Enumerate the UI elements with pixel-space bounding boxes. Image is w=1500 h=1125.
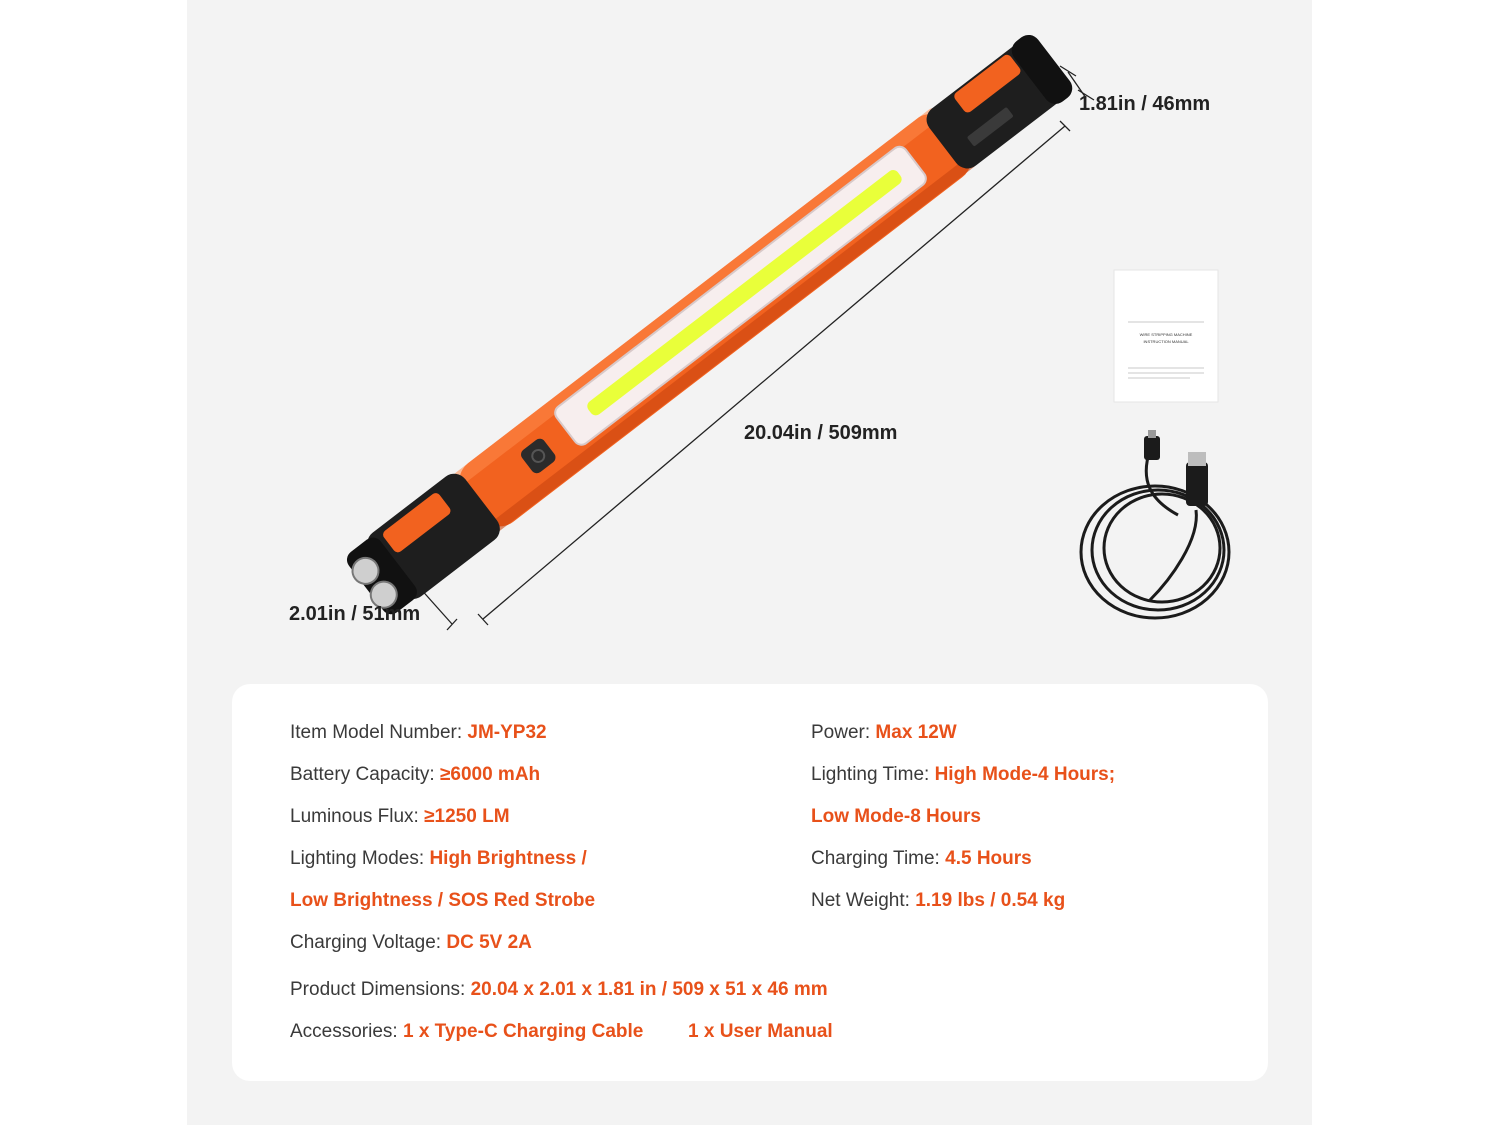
spec-dimensions bbox=[290, 979, 828, 1001]
head-width-label: 1.81in / 46mm bbox=[1079, 93, 1211, 115]
spec-voltage bbox=[290, 932, 532, 954]
spec-flux bbox=[290, 806, 510, 828]
spec-value: 4.5 Hours bbox=[945, 848, 1032, 869]
spec-value: JM-YP32 bbox=[467, 722, 547, 743]
spec-value: DC 5V 2A bbox=[446, 932, 532, 953]
spec-label: Battery Capacity: bbox=[290, 764, 435, 785]
spec-label: Lighting Time: bbox=[811, 764, 930, 785]
spec-label: Net Weight: bbox=[811, 890, 910, 911]
spec-value: High Mode-4 Hours; bbox=[934, 764, 1116, 785]
spec-label: Charging Voltage: bbox=[290, 932, 442, 953]
spec-model bbox=[290, 722, 547, 744]
spec-lighting-time-continued: Low Mode-8 Hours bbox=[811, 806, 981, 827]
spec-value-cable: 1 x Type-C Charging Cable bbox=[402, 1021, 644, 1042]
spec-weight bbox=[811, 890, 1065, 912]
spec-label: Lighting Modes: bbox=[290, 848, 425, 869]
spec-value: ≥6000 mAh bbox=[439, 764, 541, 785]
spec-battery bbox=[290, 764, 540, 786]
spec-value-manual: 1 x User Manual bbox=[688, 1021, 833, 1042]
manual-title-line2: INSTRUCTION MANUAL bbox=[1143, 339, 1189, 344]
spec-label: Item Model Number: bbox=[290, 722, 463, 743]
cob-led-strip bbox=[585, 168, 904, 418]
spec-accessories bbox=[290, 1021, 643, 1043]
spec-value: ≥1250 LM bbox=[424, 806, 510, 827]
spec-value: High Brightness / bbox=[429, 848, 587, 869]
base-width-label: 2.01in / 51mm bbox=[289, 603, 421, 625]
spec-lighting-time bbox=[811, 764, 1115, 786]
spec-charging-time bbox=[811, 848, 1032, 870]
user-manual bbox=[1114, 270, 1218, 402]
spec-label: Charging Time: bbox=[811, 848, 940, 869]
spec-label: Product Dimensions: bbox=[290, 979, 466, 1000]
spec-value: Max 12W bbox=[875, 722, 957, 743]
spec-power bbox=[811, 722, 957, 744]
spec-value: 1.19 lbs / 0.54 kg bbox=[915, 890, 1066, 911]
manual-title-line1: WIRE STRIPPING MACHINE bbox=[1139, 332, 1193, 337]
spec-value: 20.04 x 2.01 x 1.81 in / 509 x 51 x 46 mm bbox=[470, 979, 828, 1000]
spec-label: Luminous Flux: bbox=[290, 806, 419, 827]
spec-label: Accessories: bbox=[290, 1021, 398, 1042]
spec-modes-continued: Low Brightness / SOS Red Strobe bbox=[290, 890, 596, 911]
length-label: 20.04in / 509mm bbox=[744, 422, 898, 444]
spec-label: Power: bbox=[811, 722, 871, 743]
length-dimension-line bbox=[483, 126, 1065, 619]
spec-modes bbox=[290, 848, 587, 870]
work-light bbox=[339, 29, 1078, 622]
